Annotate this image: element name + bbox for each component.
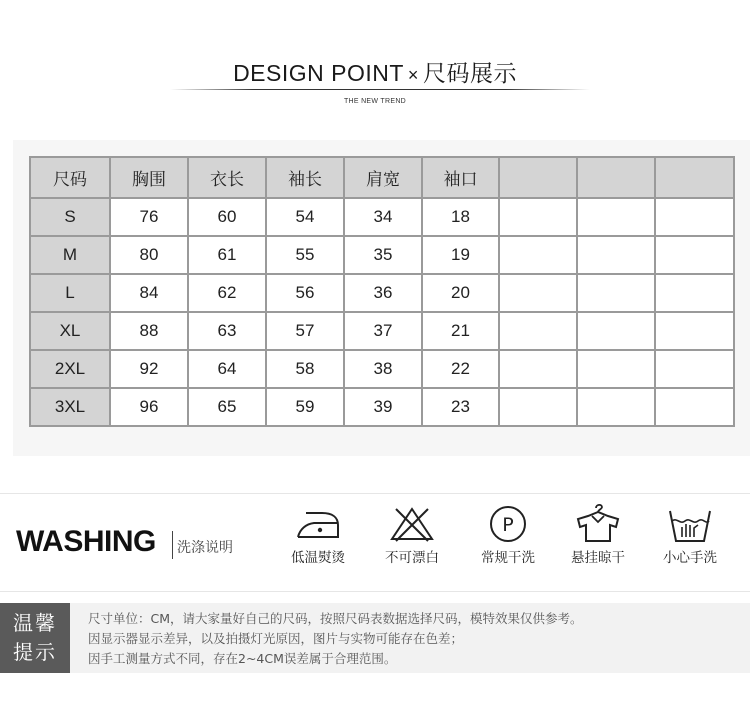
table-cell-empty (655, 350, 734, 388)
header-cell: 袖长 (266, 157, 344, 198)
header-cell-blank (655, 157, 734, 198)
table-cell: 39 (344, 388, 422, 426)
care-label: 常规干洗 (481, 550, 535, 566)
hand-wash-icon (660, 503, 720, 543)
care-label: 小心手洗 (663, 550, 717, 566)
tips-text (88, 609, 583, 669)
table-cell: 84 (110, 274, 188, 312)
table-cell: 35 (344, 236, 422, 274)
title-cn: 尺码展示 (422, 60, 517, 86)
table-cell: 34 (344, 198, 422, 236)
table-cell: 96 (110, 388, 188, 426)
size-label-cell: L (30, 274, 110, 312)
table-row (30, 312, 734, 350)
header (0, 0, 750, 130)
table-cell: 38 (344, 350, 422, 388)
table-cell: 92 (110, 350, 188, 388)
table-cell-empty (577, 274, 655, 312)
table-cell: 37 (344, 312, 422, 350)
header-cell-blank (577, 157, 655, 198)
care-item-iron (278, 503, 358, 566)
table-row (30, 198, 734, 236)
table-cell: 80 (110, 236, 188, 274)
care-label: 低温熨烫 (291, 550, 345, 566)
table-cell: 55 (266, 236, 344, 274)
iron-low-temp-icon (288, 503, 348, 543)
table-cell: 19 (422, 236, 499, 274)
table-cell-empty (655, 236, 734, 274)
title-underline (170, 89, 590, 90)
table-cell: 57 (266, 312, 344, 350)
table-cell-empty (577, 312, 655, 350)
table-cell: 76 (110, 198, 188, 236)
header-cell: 衣长 (188, 157, 266, 198)
table-row (30, 236, 734, 274)
size-label-cell: M (30, 236, 110, 274)
table-cell: 63 (188, 312, 266, 350)
table-cell: 22 (422, 350, 499, 388)
table-cell-empty (577, 236, 655, 274)
washing-divider (172, 531, 173, 559)
no-bleach-icon (382, 503, 442, 543)
header-cell: 胸围 (110, 157, 188, 198)
table-cell: 56 (266, 274, 344, 312)
header-cell: 袖口 (422, 157, 499, 198)
table-cell-empty (577, 350, 655, 388)
care-item-hand-wash (650, 503, 730, 566)
table-cell: 36 (344, 274, 422, 312)
table-cell-empty (499, 198, 577, 236)
table-cell: 88 (110, 312, 188, 350)
table-cell-empty (655, 388, 734, 426)
table-cell-empty (655, 312, 734, 350)
page-subtitle: THE NEW TREND (343, 98, 407, 105)
table-cell-empty (577, 388, 655, 426)
care-label: 悬挂晾干 (571, 550, 625, 566)
tip-line: 因手工测量方式不同，存在2~4CM误差属于合理范围。 (88, 651, 397, 666)
header-cell: 肩宽 (344, 157, 422, 198)
table-cell-empty (499, 274, 577, 312)
size-label-cell: 3XL (30, 388, 110, 426)
table-cell: 62 (188, 274, 266, 312)
table-cell: 58 (266, 350, 344, 388)
header-cell: 尺码 (30, 157, 110, 198)
washing-title: WASHING (16, 525, 156, 558)
table-cell: 64 (188, 350, 266, 388)
table-row (30, 274, 734, 312)
table-cell: 21 (422, 312, 499, 350)
table-cell: 23 (422, 388, 499, 426)
page-title (0, 55, 750, 88)
table-cell-empty (655, 198, 734, 236)
table-cell: 65 (188, 388, 266, 426)
tips-badge-line: 温馨 (13, 611, 57, 635)
table-header-row (30, 157, 734, 198)
table-cell-empty (499, 388, 577, 426)
table-row (30, 350, 734, 388)
table-cell-empty (499, 236, 577, 274)
dry-clean-p-icon (478, 503, 538, 543)
title-main: DESIGN POINT (233, 60, 404, 86)
size-label-cell: XL (30, 312, 110, 350)
tips-badge (0, 603, 70, 673)
table-cell: 18 (422, 198, 499, 236)
table-cell-empty (499, 350, 577, 388)
hang-dry-icon (568, 503, 628, 543)
svg-text:P: P (502, 514, 514, 536)
table-cell: 20 (422, 274, 499, 312)
care-item-no-bleach (372, 503, 452, 566)
size-table (29, 156, 735, 427)
table-cell: 60 (188, 198, 266, 236)
header-cell-blank (499, 157, 577, 198)
table-cell: 59 (266, 388, 344, 426)
care-label: 不可漂白 (385, 550, 439, 566)
tip-line: 尺寸单位：CM，请大家量好自己的尺码，按照尺码表数据选择尺码，模特效果仅供参考。 (88, 611, 583, 626)
table-cell: 61 (188, 236, 266, 274)
table-cell-empty (577, 198, 655, 236)
size-label-cell: 2XL (30, 350, 110, 388)
table-row (30, 388, 734, 426)
table-cell-empty (499, 312, 577, 350)
table-cell: 54 (266, 198, 344, 236)
tips-badge-line: 提示 (13, 640, 57, 664)
tip-line: 因显示器显示差异，以及拍摄灯光原因，图片与实物可能存在色差； (88, 631, 464, 646)
care-item-dry-clean (468, 503, 548, 566)
title-separator: × (407, 65, 419, 85)
size-label-cell: S (30, 198, 110, 236)
table-cell-empty (655, 274, 734, 312)
washing-subtitle: 洗涤说明 (177, 540, 233, 556)
care-item-hang-dry (558, 503, 638, 566)
